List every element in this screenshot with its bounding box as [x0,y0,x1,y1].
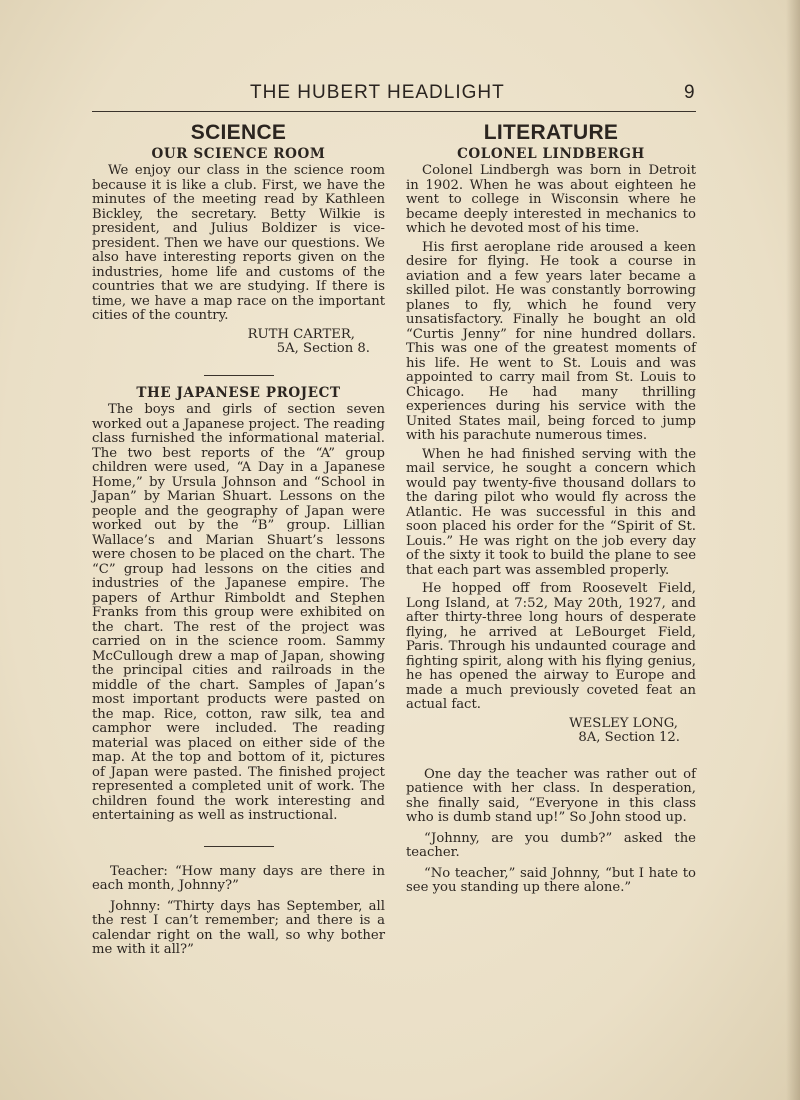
left-column [92,121,385,964]
divider [204,846,274,847]
article-paragraph: The boys and girls of section seven worked out a Japanese project. The reading class furnished the informational material. The two best reports of the “A” group children were used, “A Day in a Japanese Home,” by Ursula Johnson and “School in Japan” by Marian Shuart. Lessons on the people and the geography of Japan were worked out by the “B” group. Lillian Wallace’s and Marian Shuart’s lessons were chosen to be placed on the chart. The “C” group had lessons on the cities and industries of the Japanese empire. The papers of Arthur Rimboldt and Stephen Franks from this group were exhibited on the chart. The rest of the project was carried on in the science room. Sammy McCullough drew a map of Japan, showing the principal cities and railroads in the middle of the chart. Samples of Japan’s most important products were pasted on the map. Rice, cotton, raw silk, tea and camphor were included. The reading material was placed on either side of the map. At the top and bottom of it, pictures of Japan were pasted. The finished project represented a completed unit of work. The children found the work interesting and entertaining as well as instructional. [92,402,385,823]
byline [92,328,385,357]
article-paragraph: When he had finished serving with the mail service, he sought a concern which would pay twenty-five thousand dollars to the daring pilot who would fly across the Atlantic. He was successful in this and soon placed his order for the “Spirit of St. Louis.” He was right on the job every day of the sixty it took to build the plane to see that each part was assembled properly. [406,446,696,578]
article-paragraph: His first aeroplane ride aroused a keen desire for flying. He took a course in aviation and a few years later became a skilled pilot. He was constantly borrowing planes to fly, which he found very unsatisfactory. Finally he bought an old “Curtis Jenny” for nine hundred dollars. This was one of the greatest moments of his life. He went to St. Louis and was appointed to carry mail from St. Louis to Chicago. He had many thrilling experiences during his service with the United States mail, being forced to jump with his parachute numerous times. [406,239,696,443]
header-rule [92,111,696,112]
byline-class: 5A, Section 8. [276,341,370,356]
section-heading-literature: LITERATURE [483,121,619,144]
article-paragraph: We enjoy our class in the science room because it is like a club. First, we have the minutes of the meeting read by Kathleen Bickley, the secretary. Betty Wilkie is president, and Julius Boldizer is vice-president. Then we have our questions. We also have interesting reports given on the industries, home life and customs of the countries that we are studying. If there is time, we have a map race on the important cities of the country. [92,163,385,323]
byline [406,717,696,746]
joke-line: Johnny: “Thirty days has September, all the rest I can’t remember; and there is a calendar right on the wall, so why bother me with it all?” [92,898,385,957]
spacer [406,746,696,768]
newsletter-title: THE HUBERT HEADLIGHT [250,82,505,103]
joke-line: “Johnny, are you dumb?” asked the teacher. [406,830,696,860]
byline-class: 8A, Section 12. [578,730,680,745]
joke-line: One day the teacher was rather out of patience with her class. In desperation, she finally said, “Everyone in this class who is dumb stand up!” So John stood up. [406,766,696,825]
article-paragraph: Colonel Lindbergh was born in Detroit in 1902. When he was about eighteen he went to college in Wisconsin where he became deeply interested in mechanics to which he devoted most of his time. [406,163,696,236]
joke-block [406,768,696,896]
section-heading-science: SCIENCE [190,121,287,144]
page-edge-shadow [786,0,800,1100]
byline-name: RUTH CARTER, [247,326,355,342]
page-number: 9 [684,82,695,103]
right-column [406,121,696,902]
article-title-science-room: OUR SCIENCE ROOM [151,145,326,162]
article-paragraph: He hopped off from Roosevelt Field, Long Island, at 7:52, May 20th, 1927, and after thirty-three long hours of desperate flying, he arrived at LeBourget Field, Paris. Through his undaunted courage and fighting spirit, along with his flying genius, he has opened the airway to Europe and made a much previously coveted feat an actual fact. [406,581,696,712]
article-title-japanese-project: THE JAPANESE PROJECT [136,384,341,401]
joke-block [92,865,385,958]
joke-line: Teacher: “How many days are there in each month, Johnny?” [92,863,385,893]
byline-name: WESLEY LONG, [569,715,678,731]
divider [204,375,274,376]
article-title-lindbergh: COLONEL LINDBERGH [457,145,645,162]
joke-line: “No teacher,” said Johnny, “but I hate to see you standing up there alone.” [406,865,696,895]
